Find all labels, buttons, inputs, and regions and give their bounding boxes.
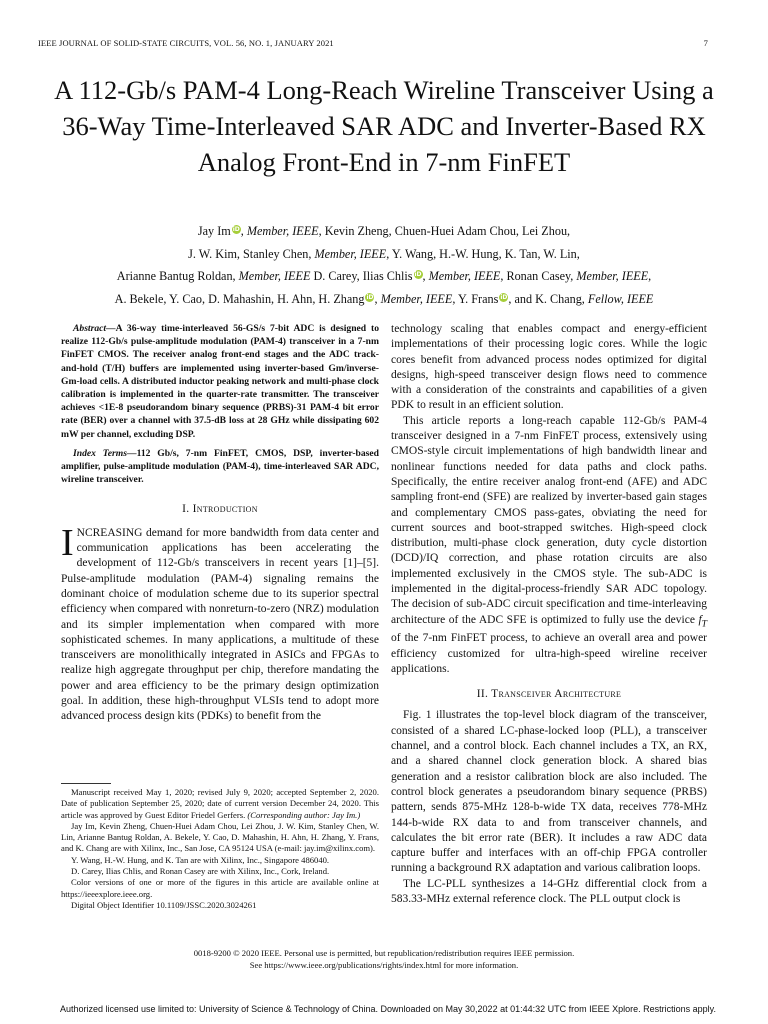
- journal-name: IEEE JOURNAL OF SOLID-STATE CIRCUITS, VOL. 56, NO. 1, JANUARY 2021: [38, 38, 334, 48]
- footnote-affiliation-1: Jay Im, Kevin Zheng, Chuen-Huei Adam Chou, Lei Zhou, J. W. Kim, Stanley Chen, W. Lin, Arianne Bantug Roldan, A. Bekele, Y. Cao, D. Mahashin, H. Ahn, H. Zhang, Y. Frans, and K. Chang are with Xilinx, Inc., San Jose, CA 95124 USA (e-mail: jay.im@xilinx.com).: [61, 820, 379, 854]
- body-paragraph-1: technology scaling that enables compact and energy-efficient implementations of their processing logic cores. While the logic cores benefit from advanced process nodes optimized for digital designs, high-speed transceiver design flows need to commence with a consideration of the constraints and capabilities of a given PDK to result in an efficient solution.: [391, 323, 707, 412]
- footnote-doi: Digital Object Identifier 10.1109/JSSC.2020.3024261: [71, 899, 257, 910]
- section-heading-architecture: II. Transceiver Architecture: [476, 688, 622, 701]
- copyright-notice: 0018-9200 © 2020 IEEE. Personal use is permitted, but republication/redistribution requires IEEE permission. See https://www.ieee.org/publications/rights/index.html for more information.: [193, 948, 575, 970]
- intro-paragraph: INCREASING demand for more bandwidth from data center and communication applications has been accelerating the development of 112-Gb/s transceivers in recent years [1]–[5]. Pulse-amplitude modulation (PAM-4) signaling remains the dominant choice of modulation scheme due to its superior spectral efficiency when compared with nonreturn-to-zero (NRZ) modulation and its simpler implementation when compared with more sophisticated schemes. In many applications, a multitude of these transceivers are monolithically integrated in ASICs and FPGAs to realize high aggregate throughput per chip, therefore mandating the power and area efficiency to be the primary design optimization goal. In addition, these high-throughput VLSIs tend to adopt more advanced process design kits (PDKs) to benefit from the: [61, 521, 379, 723]
- footnote-affiliation-2: Y. Wang, H.-W. Hung, and K. Tan are with Xilinx, Inc., Singapore 486040.: [71, 854, 330, 865]
- footnote: [61, 787, 379, 911]
- body-paragraph-2: This article reports a long-reach capable 112-Gb/s PAM-4 transceiver designed in a 7-nm FinFET process, extensively using CMOS-style circuit implementations of high bandwidth linear and nonlinear functions needed for data paths and clock paths. Specifically, the entire receiver analog front-end (AFE) and ADC sampling front-end (SFE) are realized by inverter-based gain stages and complementary CMOS pass-gates, obviating the need for current sources and boot-strapped switches. High-speed clock distribution, multi-phase clock generation, duty cycle distortion (DCD)/IQ correction, and phase rotation circuits are also implemented exclusively in the CMOS style. The sub-ADC is implemented in the digital-process-friendly SAR ADC topology. The decision of sub-ADC circuit specification and time-interleaving architecture of the ADC SFE is optimized to fully use the device $f_T$ of the 7-nm FinFET process, to achieve an overall area and power efficiency customized for ultra-high-speed wireline receiver applications.: [391, 414, 707, 675]
- author-line-2: J. W. Kim, Stanley Chen, Member, IEEE, Y. Wang, H.-W. Hung, K. Tan, W. Lin,: [188, 246, 580, 261]
- author-line-1: Jay Im iD, Member, IEEE, Kevin Zheng, Chuen-Huei Adam Chou, Lei Zhou,: [197, 224, 571, 238]
- page-number: 7: [703, 38, 708, 48]
- author-line-3: Arianne Bantug Roldan, Member, IEEE D. Carey, Ilias Chlis iD, Member, IEEE, Ronan Casey, Member, IEEE,: [116, 269, 652, 283]
- drop-cap: I: [61, 521, 74, 564]
- running-header: [38, 38, 708, 48]
- paper-title: A 112-Gb/s PAM-4 Long-Reach Wireline Transceiver Using a 36-Way Time-Interleaved SAR ADC and Inverter-Based RX Analog Front-End in 7-nm FinFET: [54, 75, 714, 177]
- footnote-affiliation-3: D. Carey, Ilias Chlis, and Ronan Casey are with Xilinx, Inc., Cork, Ireland.: [71, 866, 330, 877]
- footnote-color-note: Color versions of one or more of the figures in this article are available online at https://ieeexplore.ieee.org.: [61, 877, 379, 899]
- section-heading-introduction: I. Introduction: [182, 503, 258, 516]
- orcid-icon[interactable]: iD: [500, 293, 508, 301]
- author-list: [28, 220, 740, 310]
- footnote-rule: [61, 783, 111, 784]
- left-column: [61, 322, 379, 725]
- orcid-icon[interactable]: iD: [366, 293, 374, 301]
- license-notice: Authorized licensed use limited to: University of Science & Technology of China. Downloaded on May 30,2022 at 01:44:32 UTC from IEEE Xplore. Restrictions apply.: [59, 1004, 716, 1014]
- body-paragraph-3: Fig. 1 illustrates the top-level block diagram of the transceiver, consisted of a shared LC-phase-locked loop (PLL), a transceiver channel, and a control block. Each channel includes a TX, an RX, and a shared channel clock generation block. A shared bias generation and a resistor calibration block are also included. The control block generates a pseudorandom binary sequence (PRBS) pattern, sends 875-MHz 128-b-wide TX data, receives 778-MHz 144-b-wide RX data to and from transceiver channels, and calculates the bit error rate (BER). It includes a raw ADC data capture buffer and interfaces with an off-chip FPGA controller running a background RX adaptation and various calibration loops.: [391, 709, 707, 875]
- body-paragraph-4: The LC-PLL synthesizes a 14-GHz differential clock from a 583.33-MHz external reference clock. The PLL output clock is: [391, 877, 707, 905]
- author-line-4: A. Bekele, Y. Cao, D. Mahashin, H. Ahn, H. Zhang iD, Member, IEEE, Y. Frans iD, and K. Chang, Fellow, IEEE: [114, 291, 654, 306]
- orcid-icon[interactable]: iD: [232, 226, 240, 233]
- abstract: Abstract—A 36-way time-interleaved 56-GS/s 7-bit ADC is designed to realize 112-Gb/s pulse-amplitude modulation (PAM-4) transceiver in a 7-nm FinFET CMOS. The receiver analog front-end stages and the ADC track-and-hold (T/H) buffers are implemented using inverter-based Gm/inverse-Gm-load cells. A distributed inductor peaking network and multi-phase clock calibration is implemented in the quarter-rate transmitter. The transceiver achieves <1E-8 pseudorandom binary sequence (PRBS)-31 PAM-4 bit error rate (BER) over a channel with 37.5-dB loss at 28 GHz while dissipating 602 mW per channel, excluding DSP.: [61, 323, 379, 440]
- right-column: [391, 322, 707, 907]
- footnote-manuscript: Manuscript received May 1, 2020; revised July 9, 2020; accepted September 2, 2020. Date of publication September 25, 2020; date of current version December 24, 2020. This article was approved by Guest Editor Friedel Gerfers. (Corresponding author: Jay Im.): [61, 787, 379, 820]
- orcid-icon[interactable]: iD: [414, 271, 422, 278]
- index-terms: Index Terms—112 Gb/s, 7-nm FinFET, CMOS, DSP, inverter-based amplifier, pulse-amplitude modulation (PAM-4), time-interleaved SAR ADC, wireline transceiver.: [61, 447, 379, 486]
